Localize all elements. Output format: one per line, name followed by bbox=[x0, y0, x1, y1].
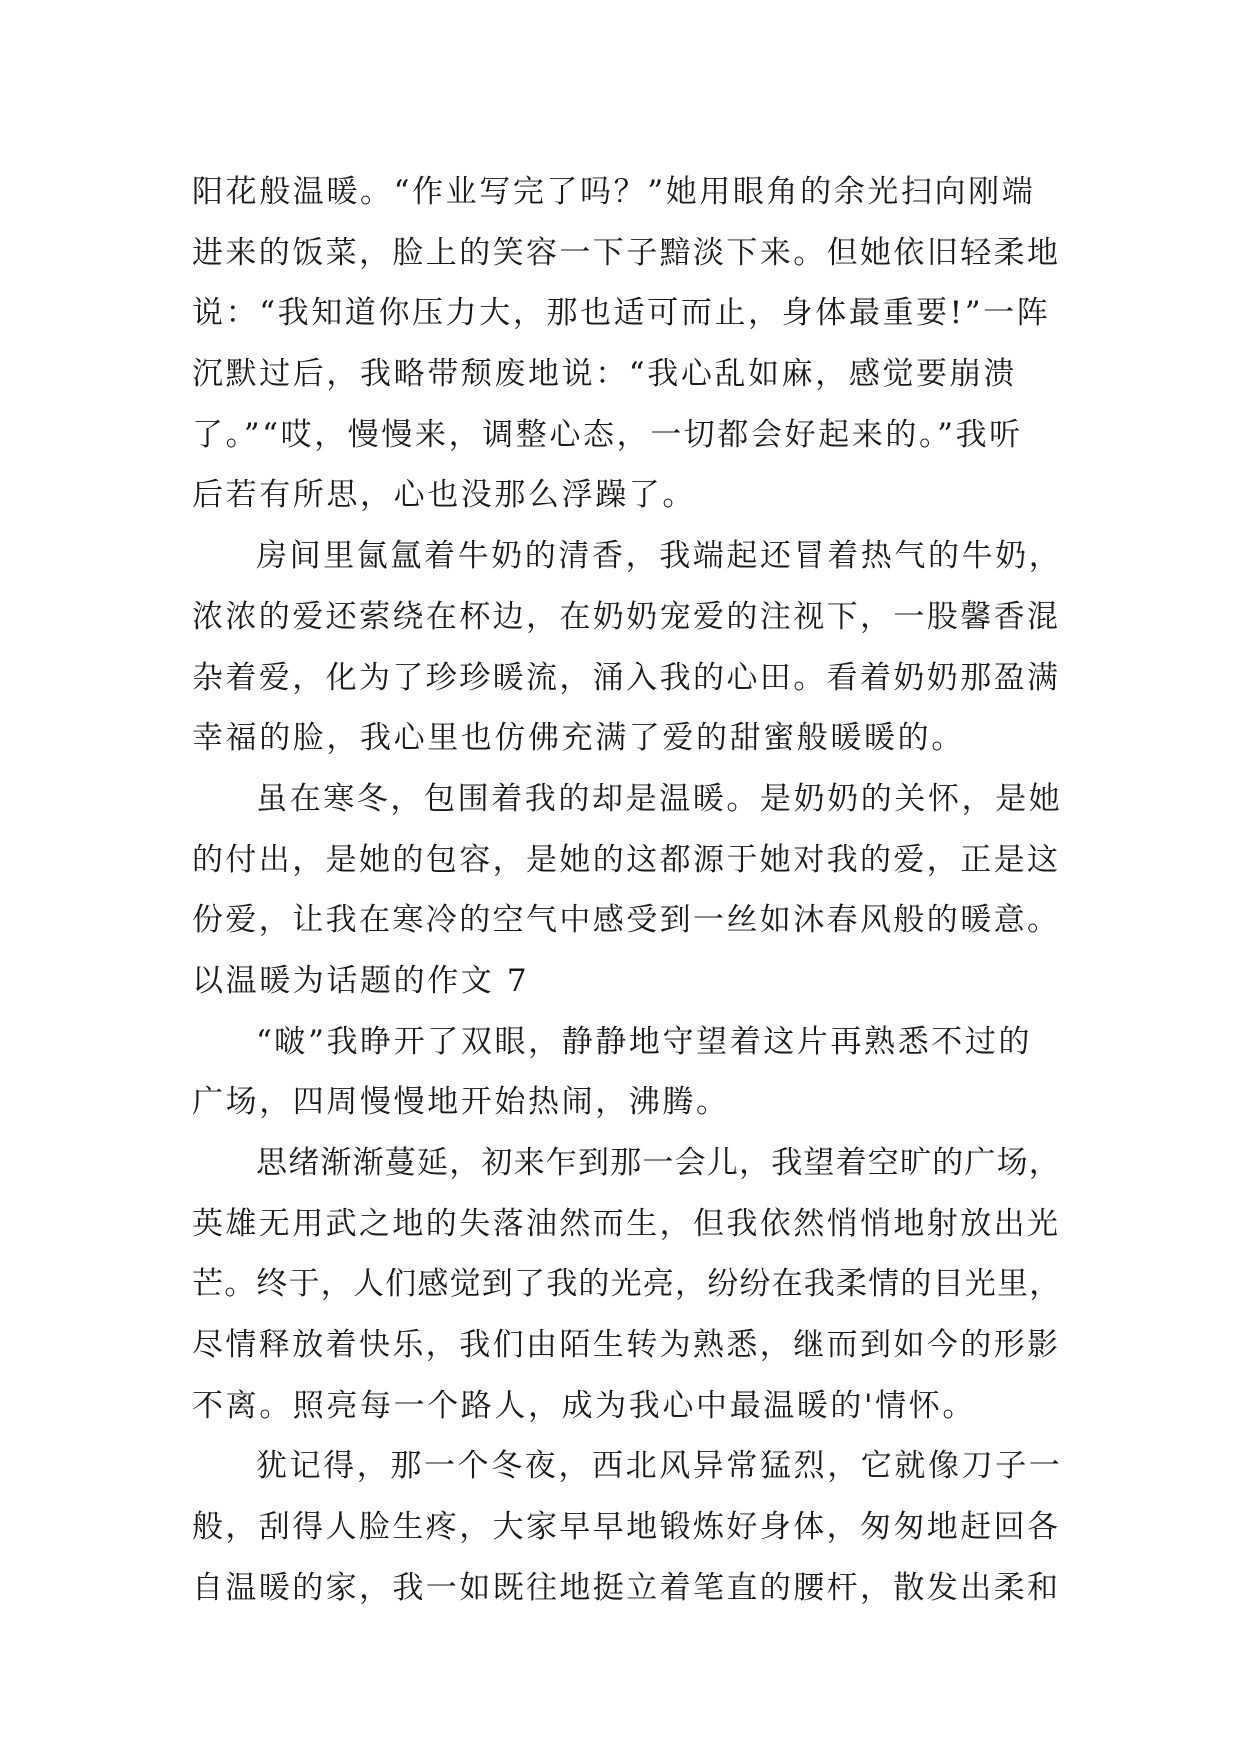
paragraph-first-line: 思绪渐渐蔓延，初来乍到那一会儿，我望着空旷的广场， bbox=[256, 1145, 1061, 1181]
text-line: 沉默过后，我略带颓废地说：“我心乱如麻，感觉要崩溃 bbox=[192, 356, 1017, 393]
text-line: 说：“我知道你压力大，那也适可而止，身体最重要!”一阵 bbox=[192, 295, 1051, 332]
text-line: 了。”“哎，慢慢来，调整心态，一切都会好起来的。”我听 bbox=[192, 416, 1023, 453]
text-line: 英雄无用武之地的失落油然而生，但我依然悄悄地射放出光 bbox=[192, 1205, 1061, 1242]
essay-body bbox=[192, 162, 1062, 1619]
section-heading: 以温暖为话题的作文 7 bbox=[192, 962, 530, 999]
paragraph-first-line: 犹记得，那一个冬夜，西北风异常猛烈，它就像刀子一 bbox=[256, 1448, 1063, 1485]
text-line: 般，刮得人脸生疼，大家早早地锻炼好身体，匆匆地赶回各 bbox=[192, 1509, 1061, 1546]
text-line: 杂着爱，化为了珍珍暖流，涌入我的心田。看着奶奶那盈满 bbox=[192, 659, 1061, 696]
paragraph-first-line: “啵”我睁开了双眼，静静地守望着这片再熟悉不过的 bbox=[256, 1023, 1033, 1060]
text-line: 份爱，让我在寒冷的空气中感受到一丝如沐春风般的暖意。 bbox=[192, 902, 1061, 939]
text-line: 浓浓的爱还萦绕在杯边，在奶奶宠爱的注视下，一股馨香混 bbox=[192, 598, 1061, 635]
paragraph-first-line: 虽在寒冬，包围着我的却是温暖。是奶奶的关怀，是她 bbox=[256, 780, 1063, 817]
text-line: 阳花般温暖。“作业写完了吗？”她用眼角的余光扫向刚端 bbox=[192, 174, 1036, 210]
text-line: 芒。终于，人们感觉到了我的光亮，纷纷在我柔情的目光里， bbox=[192, 1266, 1062, 1303]
text-line: 进来的饭菜，脸上的笑容一下子黯淡下来。但她依旧轻柔地 bbox=[192, 234, 1061, 271]
text-line: 后若有所思，心也没那么浮躁了。 bbox=[192, 477, 696, 514]
text-line: 不离。照亮每一个路人，成为我心中最温暖的'情怀。 bbox=[192, 1387, 976, 1424]
text-line: 自温暖的家，我一如既往地挺立着笔直的腰杆，散发出柔和 bbox=[192, 1569, 1061, 1606]
text-line: 幸福的脸，我心里也仿佛充满了爱的甜蜜般暖暖的。 bbox=[192, 720, 965, 757]
text-line: 的付出，是她的包容，是她的这都源于她对我的爱，正是这 bbox=[192, 841, 1061, 878]
text-line: 广场，四周慢慢地开始热闹，沸腾。 bbox=[192, 1084, 730, 1121]
paragraph-first-line: 房间里氤氲着牛奶的清香，我端起还冒着热气的牛奶， bbox=[256, 538, 1063, 575]
text-line: 尽情释放着快乐，我们由陌生转为熟悉，继而到如今的形影 bbox=[192, 1327, 1061, 1364]
